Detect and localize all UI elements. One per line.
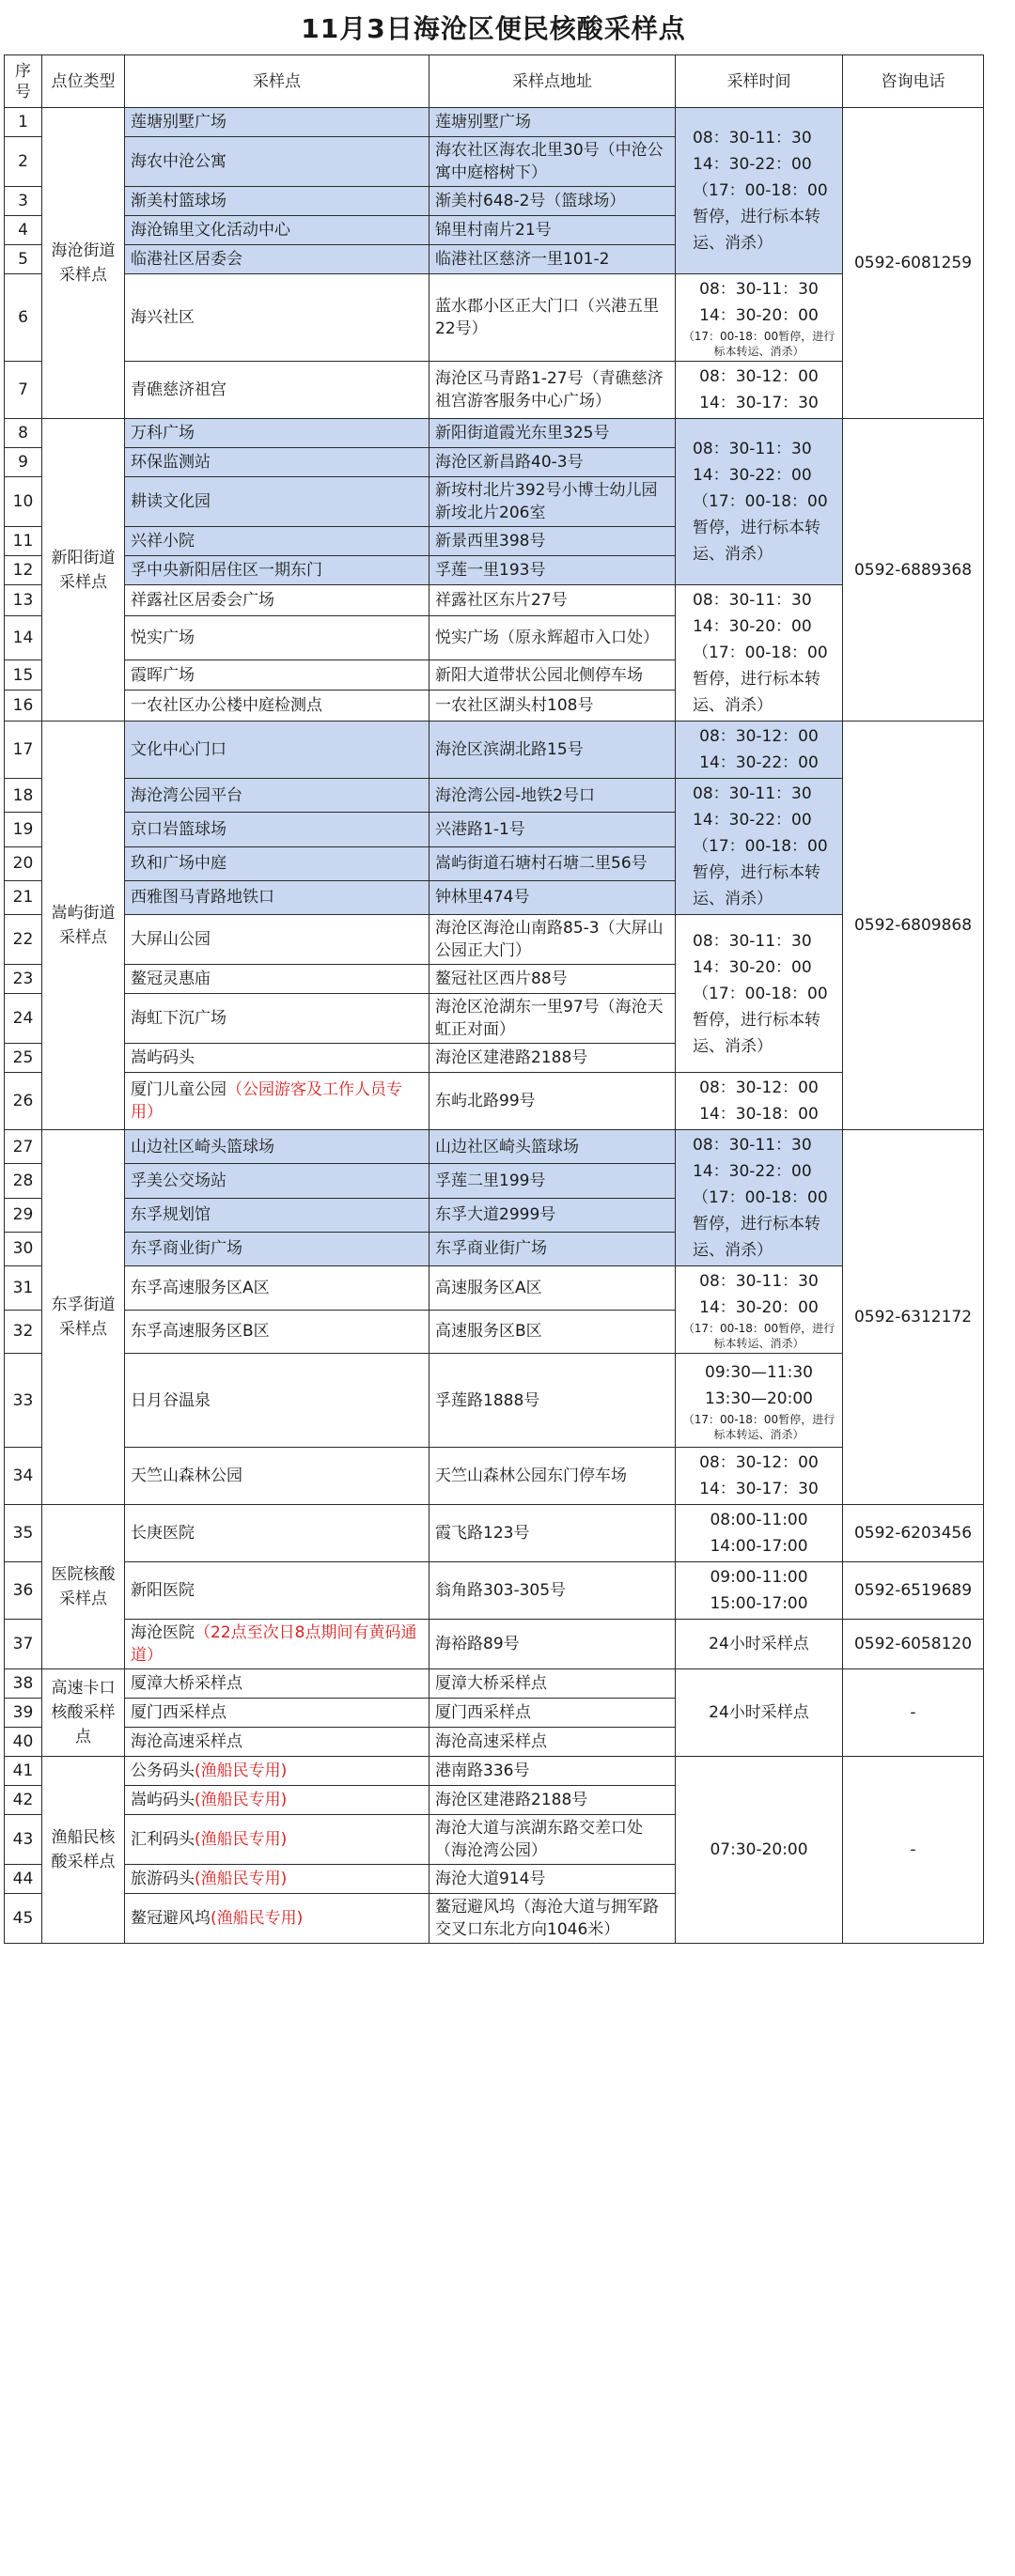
site-name: 渐美村篮球场: [131, 192, 226, 210]
category-cell: 东孚街道采样点: [42, 1130, 125, 1505]
address-cell: 嵩屿街道石塘村石塘二里56号: [429, 846, 676, 880]
site-cell: [125, 880, 429, 914]
site-cell: [125, 1620, 429, 1669]
site-cell: [125, 1865, 429, 1894]
site-name: 厦漳大桥采样点: [131, 1674, 242, 1693]
time-cell: [676, 1266, 843, 1354]
site-name: 东孚商业街广场: [131, 1239, 242, 1259]
phone-cell: 0592-6203456: [843, 1505, 984, 1562]
row-seq: 36: [5, 1562, 42, 1620]
address-cell: 海沧区建港路2188号: [429, 1044, 676, 1073]
table-row: [5, 1130, 984, 1164]
site-name: 嵩屿码头: [131, 1048, 195, 1067]
address-cell: 霞飞路123号: [429, 1505, 676, 1562]
row-seq: 35: [5, 1505, 42, 1562]
site-cell: [125, 1266, 429, 1311]
site-name: 汇利码头: [131, 1830, 195, 1849]
table-row: [5, 274, 984, 362]
address-cell: 钟林里474号: [429, 880, 676, 914]
row-seq: 29: [5, 1198, 42, 1232]
table-row: [5, 1354, 984, 1448]
site-name: 大屏山公园: [131, 930, 211, 949]
site-cell: [125, 1310, 429, 1354]
time-cell: [676, 779, 843, 915]
site-name: 耕读文化园: [131, 492, 211, 511]
site-name: 山边社区崎头篮球场: [131, 1137, 274, 1156]
site-note: (渔船民专用): [195, 1761, 288, 1780]
site-cell: [125, 1786, 429, 1815]
category-cell: 新阳街道采样点: [42, 419, 125, 722]
site-cell: [125, 915, 429, 965]
header-site: 采样点: [125, 55, 429, 108]
table-row: [5, 362, 984, 419]
site-note: (渔船民专用): [211, 1909, 304, 1928]
category-cell: 医院核酸采样点: [42, 1505, 125, 1669]
address-cell: 新阳街道霞光东里325号: [429, 419, 676, 448]
time-line: 08：30-11：30: [693, 440, 812, 458]
site-name: 海虹下沉广场: [131, 1009, 226, 1028]
site-cell: [125, 813, 429, 846]
site-name: 日月谷温泉: [131, 1390, 211, 1410]
phone-cell: 0592-6058120: [843, 1620, 984, 1669]
row-seq: 25: [5, 1044, 42, 1073]
time-line: （17：00-18：00暂停，进行标本转运、消杀）: [682, 1412, 835, 1441]
address-cell: 东孚商业街广场: [429, 1232, 676, 1265]
address-cell: 海沧区新昌路40-3号: [429, 448, 676, 477]
site-name: 公务码头: [131, 1761, 195, 1780]
time-line: 08：30-11：30: [693, 1136, 812, 1155]
time-line: 14：30-22：00: [693, 466, 812, 485]
time-cell: 24小时采样点: [676, 1669, 843, 1757]
site-name: 海兴社区: [131, 308, 195, 327]
site-cell: [125, 1354, 429, 1448]
table-row: [5, 1562, 984, 1620]
time-cell: [676, 722, 843, 779]
site-name: 环保监测站: [131, 453, 211, 472]
site-name: 海沧高速采样点: [131, 1732, 242, 1751]
address-cell: 蓝水郡小区正大门口（兴港五里22号）: [429, 274, 676, 362]
address-cell: 祥露社区东片27号: [429, 585, 676, 616]
sampling-sites-table: [4, 54, 984, 1944]
address-cell: 新景西里398号: [429, 527, 676, 556]
time-line: 08：30-11：30: [693, 129, 812, 147]
header-seq: 序号: [5, 55, 42, 108]
site-cell: [125, 187, 429, 216]
address-cell: 厦漳大桥采样点: [429, 1669, 676, 1699]
row-seq: 17: [5, 722, 42, 779]
time-line: 14：30-20：00: [693, 957, 812, 977]
site-cell: [125, 1699, 429, 1728]
row-seq: 39: [5, 1699, 42, 1728]
time-line: 14：30-18：00: [699, 1105, 819, 1124]
time-cell: [676, 585, 843, 722]
site-name: 鳌冠灵惠庙: [131, 970, 211, 988]
phone-cell: 0592-6081259: [843, 108, 984, 419]
row-seq: 24: [5, 994, 42, 1044]
address-cell: 临港社区慈济一里101-2: [429, 245, 676, 274]
row-seq: 16: [5, 691, 42, 722]
address-cell: 海沧区建港路2188号: [429, 1786, 676, 1815]
time-line: 08：30-12：00: [699, 727, 819, 746]
table-row: [5, 419, 984, 448]
category-cell: 嵩屿街道采样点: [42, 722, 125, 1130]
site-name: 海沧锦里文化活动中心: [131, 221, 290, 240]
row-seq: 19: [5, 813, 42, 846]
address-cell: 厦门西采样点: [429, 1699, 676, 1728]
row-seq: 14: [5, 615, 42, 660]
row-seq: 30: [5, 1232, 42, 1265]
site-name: 厦门儿童公园: [131, 1080, 226, 1099]
row-seq: 28: [5, 1164, 42, 1198]
address-cell: 海沧高速采样点: [429, 1728, 676, 1757]
time-cell: [676, 1130, 843, 1266]
header-time: 采样时间: [676, 55, 843, 108]
site-name: 兴祥小院: [131, 532, 195, 551]
site-cell: [125, 1164, 429, 1198]
site-note: (渔船民专用): [195, 1830, 288, 1849]
table-row: [5, 108, 984, 137]
row-seq: 31: [5, 1266, 42, 1311]
address-cell: 海农社区海农北里30号（中沧公寓中庭榕树下）: [429, 137, 676, 187]
address-cell: 山边社区崎头篮球场: [429, 1130, 676, 1164]
row-seq: 20: [5, 846, 42, 880]
row-seq: 27: [5, 1130, 42, 1164]
site-cell: [125, 1505, 429, 1562]
site-name: 东孚规划馆: [131, 1205, 211, 1225]
address-cell: 孚莲一里193号: [429, 556, 676, 585]
row-seq: 8: [5, 419, 42, 448]
row-seq: 5: [5, 245, 42, 274]
site-name: 西雅图马青路地铁口: [131, 888, 274, 908]
address-cell: 东屿北路99号: [429, 1073, 676, 1130]
site-name: 万科广场: [131, 424, 195, 442]
row-seq: 23: [5, 965, 42, 994]
site-name: 玖和广场中庭: [131, 854, 226, 874]
time-cell: [676, 1354, 843, 1448]
row-seq: 33: [5, 1354, 42, 1448]
time-cell: [676, 1505, 843, 1562]
time-line: （17：00-18：00暂停，进行标本转运、消杀）: [693, 984, 828, 1056]
address-cell: 翁角路303-305号: [429, 1562, 676, 1620]
row-seq: 4: [5, 216, 42, 245]
time-cell: [676, 419, 843, 585]
site-cell: [125, 1073, 429, 1130]
time-cell: 07:30-20:00: [676, 1757, 843, 1944]
time-line: 08：30-11：30: [699, 280, 819, 299]
time-line: 14：30-20：00: [693, 617, 812, 636]
site-cell: [125, 137, 429, 187]
table-row: [5, 1448, 984, 1505]
site-cell: [125, 362, 429, 419]
address-cell: 海沧大道与滨湖东路交差口处（海沧湾公园）: [429, 1815, 676, 1865]
time-line: 14：30-22：00: [693, 155, 812, 174]
site-cell: [125, 1562, 429, 1620]
site-note: (渔船民专用): [195, 1870, 288, 1888]
table-row: [5, 1073, 984, 1130]
site-name: 东孚高速服务区A区: [131, 1278, 270, 1297]
site-cell: [125, 660, 429, 691]
site-name: 文化中心门口: [131, 740, 226, 759]
address-cell: 天竺山森林公园东门停车场: [429, 1448, 676, 1505]
category-cell: 海沧街道采样点: [42, 108, 125, 419]
row-seq: 21: [5, 880, 42, 914]
row-seq: 37: [5, 1620, 42, 1669]
time-cell: [676, 362, 843, 419]
site-name: 海沧湾公园平台: [131, 785, 242, 805]
address-cell: 海沧大道914号: [429, 1865, 676, 1894]
site-note: (渔船民专用): [195, 1791, 288, 1809]
site-cell: [125, 1198, 429, 1232]
time-line: 14:00-17:00: [710, 1537, 808, 1556]
site-name: 霞晖广场: [131, 665, 195, 685]
header-address: 采样点地址: [429, 55, 676, 108]
phone-cell: 0592-6809868: [843, 722, 984, 1130]
table-row: [5, 1266, 984, 1311]
site-name: 悦实广场: [131, 628, 195, 647]
header-phone: 咨询电话: [843, 55, 984, 108]
address-cell: 鳌冠社区西片88号: [429, 965, 676, 994]
site-name: 嵩屿码头: [131, 1791, 195, 1809]
site-cell: [125, 846, 429, 880]
time-line: 09:00-11:00: [710, 1568, 808, 1587]
time-line: （17：00-18：00暂停，进行标本转运、消杀）: [682, 330, 835, 358]
time-cell: [676, 108, 843, 274]
address-cell: 锦里村南片21号: [429, 216, 676, 245]
site-name: 旅游码头: [131, 1870, 195, 1888]
time-line: （17：00-18：00暂停，进行标本转运、消杀）: [693, 1188, 828, 1260]
address-cell: 孚莲二里199号: [429, 1164, 676, 1198]
site-cell: [125, 216, 429, 245]
table-row: [5, 1757, 984, 1786]
site-name: 临港社区居委会: [131, 250, 242, 269]
row-seq: 45: [5, 1894, 42, 1944]
address-cell: 莲塘别墅广场: [429, 108, 676, 137]
time-cell: [676, 915, 843, 1073]
phone-cell: 0592-6312172: [843, 1130, 984, 1505]
time-line: （17：00-18：00暂停，进行标本转运、消杀）: [693, 181, 828, 253]
table-row: [5, 915, 984, 965]
time-line: 14：30-17：30: [699, 1480, 819, 1498]
category-cell: 高速卡口核酸采样点: [42, 1669, 125, 1757]
site-note: （22点至次日8点期间有黄码通道）: [131, 1623, 417, 1665]
time-line: 08：30-11：30: [693, 931, 812, 951]
site-cell: [125, 965, 429, 994]
row-seq: 13: [5, 585, 42, 616]
site-cell: [125, 108, 429, 137]
address-cell: 兴港路1-1号: [429, 813, 676, 846]
site-cell: [125, 1728, 429, 1757]
site-note: （公园游客及工作人员专用）: [131, 1080, 402, 1122]
time-cell: [676, 1073, 843, 1130]
time-line: 09:30—11:30: [705, 1362, 813, 1382]
address-cell: 渐美村648-2号（篮球场）: [429, 187, 676, 216]
phone-cell: -: [843, 1669, 984, 1757]
site-name: 东孚高速服务区B区: [131, 1322, 270, 1342]
site-cell: [125, 1815, 429, 1865]
address-cell: 海沧区滨湖北路15号: [429, 722, 676, 779]
row-seq: 32: [5, 1310, 42, 1354]
time-line: 08：30-12：00: [699, 1079, 819, 1097]
time-line: （17：00-18：00暂停，进行标本转运、消杀）: [693, 492, 828, 564]
row-seq: 38: [5, 1669, 42, 1699]
address-cell: 海裕路89号: [429, 1620, 676, 1669]
site-cell: [125, 1894, 429, 1944]
address-cell: 海沧区海沧山南路85-3（大屏山公园正大门）: [429, 915, 676, 965]
site-cell: [125, 556, 429, 585]
time-line: 08：30-12：00: [699, 367, 819, 386]
site-name: 祥露社区居委会广场: [131, 590, 274, 610]
row-seq: 11: [5, 527, 42, 556]
site-cell: [125, 477, 429, 527]
site-name: 青礁慈济祖宫: [131, 380, 226, 399]
site-cell: [125, 615, 429, 660]
row-seq: 34: [5, 1448, 42, 1505]
time-line: 08：30-11：30: [693, 784, 812, 803]
address-cell: 悦实广场（原永辉超市入口处）: [429, 615, 676, 660]
site-cell: [125, 1130, 429, 1164]
site-cell: [125, 1448, 429, 1505]
row-seq: 40: [5, 1728, 42, 1757]
address-cell: 港南路336号: [429, 1757, 676, 1786]
time-cell: [676, 274, 843, 362]
table-row: [5, 585, 984, 616]
time-line: 08：30-11：30: [699, 1272, 819, 1291]
site-cell: [125, 1044, 429, 1073]
row-seq: 41: [5, 1757, 42, 1786]
address-cell: 鳌冠避风坞（海沧大道与拥军路交叉口东北方向1046米）: [429, 1894, 676, 1944]
address-cell: 新阳大道带状公园北侧停车场: [429, 660, 676, 691]
table-row: [5, 779, 984, 813]
time-line: 08:00-11:00: [710, 1511, 808, 1529]
site-name: 海农中沧公寓: [131, 152, 226, 171]
row-seq: 7: [5, 362, 42, 419]
time-cell: [676, 1562, 843, 1620]
time-line: 08：30-11：30: [693, 591, 812, 610]
address-cell: 一农社区湖头村108号: [429, 691, 676, 722]
row-seq: 43: [5, 1815, 42, 1865]
address-cell: 孚莲路1888号: [429, 1354, 676, 1448]
row-seq: 9: [5, 448, 42, 477]
row-seq: 6: [5, 274, 42, 362]
site-cell: [125, 585, 429, 616]
row-seq: 1: [5, 108, 42, 137]
row-seq: 26: [5, 1073, 42, 1130]
address-cell: 高速服务区A区: [429, 1266, 676, 1311]
address-cell: 海沧区马青路1-27号（青礁慈济祖宫游客服务中心广场）: [429, 362, 676, 419]
site-name: 京口岩篮球场: [131, 819, 226, 839]
site-cell: [125, 419, 429, 448]
site-cell: [125, 691, 429, 722]
phone-cell: 0592-6889368: [843, 419, 984, 722]
site-name: 孚中央新阳居住区一期东门: [131, 561, 322, 580]
row-seq: 42: [5, 1786, 42, 1815]
site-cell: [125, 1669, 429, 1699]
address-cell: 东孚大道2999号: [429, 1198, 676, 1232]
row-seq: 15: [5, 660, 42, 691]
time-line: 14：30-20：00: [699, 306, 819, 325]
site-name: 莲塘别墅广场: [131, 113, 226, 132]
time-line: 14：30-22：00: [693, 1162, 812, 1181]
address-cell: 海沧湾公园-地铁2号口: [429, 779, 676, 813]
header-category: 点位类型: [42, 55, 125, 108]
time-line: 14：30-20：00: [699, 1298, 819, 1317]
site-cell: [125, 245, 429, 274]
row-seq: 10: [5, 477, 42, 527]
time-cell: [676, 1448, 843, 1505]
time-line: （17：00-18：00暂停，进行标本转运、消杀）: [682, 1322, 835, 1350]
address-cell: 海沧区沧湖东一里97号（海沧天虹正对面）: [429, 994, 676, 1044]
site-name: 新阳医院: [131, 1581, 195, 1600]
time-line: （17：00-18：00暂停，进行标本转运、消杀）: [693, 644, 828, 715]
table-row: [5, 1620, 984, 1669]
table-header-row: [5, 55, 984, 108]
time-line: 14：30-22：00: [699, 753, 819, 772]
site-cell: [125, 1757, 429, 1786]
site-name: 海沧医院: [131, 1623, 195, 1642]
site-name: 孚美公交场站: [131, 1171, 226, 1190]
table-row: [5, 1669, 984, 1699]
page-title: 11月3日海沧区便民核酸采样点: [301, 13, 686, 44]
row-seq: 12: [5, 556, 42, 585]
site-name: 一农社区办公楼中庭检测点: [131, 696, 322, 716]
time-line: 15:00-17:00: [710, 1594, 808, 1613]
time-line: 13:30—20:00: [705, 1389, 813, 1408]
table-row: [5, 1505, 984, 1562]
site-cell: [125, 722, 429, 779]
table-body: [5, 108, 984, 1944]
time-line: 08：30-12：00: [699, 1453, 819, 1472]
table-row: [5, 722, 984, 779]
site-cell: [125, 274, 429, 362]
site-cell: [125, 779, 429, 813]
address-cell: 高速服务区B区: [429, 1310, 676, 1354]
site-cell: [125, 527, 429, 556]
time-line: （17：00-18：00暂停，进行标本转运、消杀）: [693, 837, 828, 908]
category-cell: 渔船民核酸采样点: [42, 1757, 125, 1944]
row-seq: 22: [5, 915, 42, 965]
time-line: 14：30-22：00: [693, 811, 812, 830]
time-cell: 24小时采样点: [676, 1620, 843, 1669]
row-seq: 18: [5, 779, 42, 813]
site-name: 天竺山森林公园: [131, 1466, 242, 1485]
site-name: 厦门西采样点: [131, 1703, 226, 1722]
phone-cell: 0592-6519689: [843, 1562, 984, 1620]
site-cell: [125, 448, 429, 477]
site-name: 长庚医院: [131, 1524, 195, 1543]
phone-cell: -: [843, 1757, 984, 1944]
site-name: 鳌冠避风坞: [131, 1909, 211, 1928]
row-seq: 2: [5, 137, 42, 187]
site-cell: [125, 994, 429, 1044]
address-cell: 新垵村北片392号小博士幼儿园新垵北片206室: [429, 477, 676, 527]
row-seq: 3: [5, 187, 42, 216]
time-line: 14：30-17：30: [699, 394, 819, 412]
row-seq: 44: [5, 1865, 42, 1894]
site-cell: [125, 1232, 429, 1265]
